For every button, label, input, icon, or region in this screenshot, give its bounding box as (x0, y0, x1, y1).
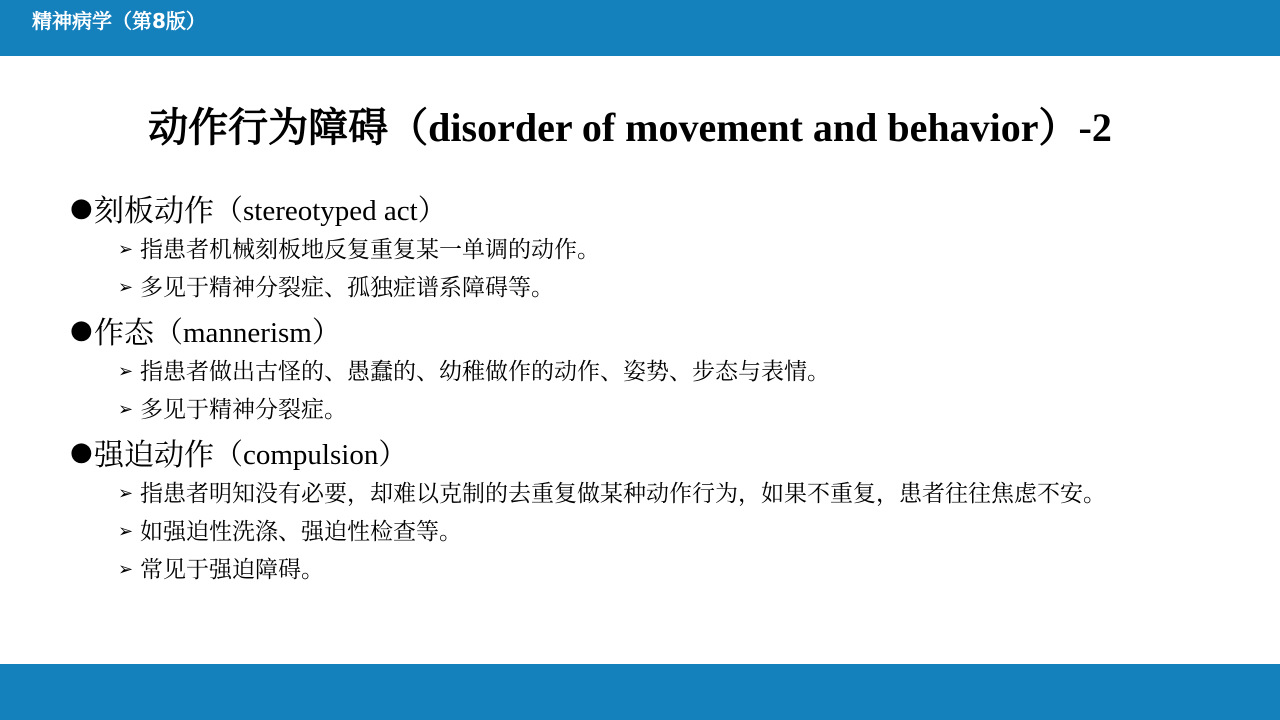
sub-point (118, 513, 1210, 551)
slide-content (70, 185, 1210, 589)
bullet-dot-icon: ● (70, 437, 93, 467)
term: 刻板动作 (94, 194, 214, 229)
section-stereotyped-act (70, 185, 1210, 307)
sub-point-text: 多见于精神分裂症、孤独症谱系障碍等。 (140, 275, 554, 301)
sub-point-text: 指患者明知没有必要，却难以克制的去重复做某种动作行为，如果不重复，患者往往焦虑不安。 (140, 481, 1106, 507)
section-mannerism (70, 307, 1210, 429)
course-title: 精神病学（第8版） (32, 9, 206, 33)
term-english: （mannerism） (154, 316, 341, 349)
main-bullet (70, 307, 1210, 353)
header-bar (0, 0, 1280, 56)
sub-point (118, 391, 1210, 429)
bullet-dot-icon: ● (70, 193, 93, 223)
sub-point (118, 231, 1210, 269)
arrow-bullet-icon: ➢ (118, 521, 134, 542)
main-bullet (70, 185, 1210, 231)
term-english: （compulsion） (214, 438, 408, 471)
arrow-bullet-icon: ➢ (118, 361, 134, 382)
arrow-bullet-icon: ➢ (118, 559, 134, 580)
section-compulsion (70, 429, 1210, 589)
term-english: （stereotyped act） (214, 194, 447, 227)
arrow-bullet-icon: ➢ (118, 239, 134, 260)
arrow-bullet-icon: ➢ (118, 277, 134, 298)
sub-point-text: 如强迫性洗涤、强迫性检查等。 (140, 519, 462, 545)
footer-bar (0, 664, 1280, 720)
term: 作态 (94, 316, 154, 351)
main-bullet (70, 429, 1210, 475)
term: 强迫动作 (94, 438, 214, 473)
sub-point (118, 551, 1210, 589)
sub-point (118, 353, 1210, 391)
bullet-dot-icon: ● (70, 315, 93, 345)
sub-point-text: 指患者做出古怪的、愚蠢的、幼稚做作的动作、姿势、步态与表情。 (140, 359, 830, 385)
sub-point-text: 指患者机械刻板地反复重复某一单调的动作。 (140, 237, 600, 263)
slide-title: 动作行为障碍（disorder of movement and behavior）-2 (148, 105, 1112, 150)
sub-point-text: 多见于精神分裂症。 (140, 397, 347, 423)
sub-point-text: 常见于强迫障碍。 (140, 557, 324, 583)
arrow-bullet-icon: ➢ (118, 399, 134, 420)
sub-point (118, 269, 1210, 307)
arrow-bullet-icon: ➢ (118, 483, 134, 504)
sub-point (118, 475, 1210, 513)
